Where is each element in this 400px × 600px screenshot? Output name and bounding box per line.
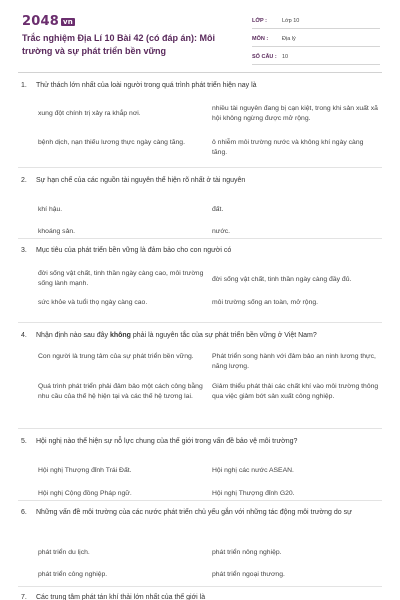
- meta-subject-value: Địa lý: [282, 36, 296, 42]
- option-c[interactable]: sức khỏe và tuổi thọ ngày càng cao.: [38, 298, 148, 306]
- question-separator: [18, 238, 382, 239]
- question-number: 1.: [21, 82, 27, 89]
- quiz-meta: [252, 14, 380, 68]
- question-number: 7.: [21, 594, 27, 600]
- question-7: [18, 593, 382, 600]
- option-b[interactable]: đời sống vật chất, tinh thần ngày càng đầy đủ.: [212, 275, 352, 283]
- option-d[interactable]: môi trường sống an toàn, mở rộng.: [212, 298, 319, 306]
- option-d[interactable]: nước.: [212, 227, 231, 235]
- logo-text: 2048: [22, 14, 59, 29]
- meta-count-value: 10: [282, 54, 289, 60]
- meta-subject-label: MÔN :: [252, 36, 269, 42]
- option-a[interactable]: Con người là trung tâm của sự phát triển bền vững.: [38, 352, 194, 360]
- question-text-emphasis: không: [109, 332, 131, 339]
- question-number: 2.: [21, 177, 27, 184]
- question-text: Những vấn đề môi trường của các nước phát triển chủ yếu gắn với những tác động môi trường do sự: [36, 509, 352, 516]
- option-b[interactable]: đất.: [212, 205, 224, 213]
- question-number: 3.: [21, 247, 27, 254]
- option-b[interactable]: Hội nghị các nước ASEAN.: [212, 466, 294, 474]
- question-3: [18, 246, 382, 306]
- option-b[interactable]: nhiều tài nguyên đang bị cạn kiệt, trong khi sản xuất xã hội không ngừng được mở rộng.: [212, 104, 378, 122]
- question-5: [18, 437, 382, 497]
- question-1: [18, 81, 382, 156]
- meta-subject-row: [252, 32, 380, 47]
- question-text-part: phải là nguyên tắc của sự phát triển bền vững ở Việt Nam?: [130, 332, 317, 339]
- question-2: [18, 176, 382, 235]
- question-text: Thử thách lớn nhất của loài người trong quá trình phát triển hiện nay là: [36, 82, 257, 89]
- option-d[interactable]: phát triển ngoại thương.: [212, 570, 285, 578]
- meta-class-row: [252, 14, 380, 29]
- option-a[interactable]: khí hậu.: [38, 205, 63, 213]
- question-number: 6.: [21, 509, 27, 516]
- meta-class-value: Lớp 10: [282, 18, 300, 24]
- option-b[interactable]: Phát triển song hành với đảm bảo an ninh lương thực, năng lượng.: [212, 352, 376, 370]
- option-c[interactable]: Quá trình phát triển phải đảm bảo một cách công bằng nhu cầu của thế hệ hiện tại và các thế hệ tương lai.: [38, 382, 203, 400]
- document-header: [0, 0, 400, 70]
- question-separator: [18, 586, 382, 587]
- meta-count-row: [252, 50, 380, 65]
- header-divider: [18, 72, 382, 73]
- option-d[interactable]: Giảm thiểu phát thải các chất khí vào môi trường thông qua việc giảm bớt sản xuất công nghiệp.: [212, 382, 379, 400]
- option-a[interactable]: phát triển du lịch.: [38, 548, 90, 556]
- option-d[interactable]: Hội nghị Thượng đỉnh G20.: [212, 489, 295, 497]
- question-text: Hội nghị nào thể hiện sự nỗ lực chung của thế giới trong vấn đề bảo vệ môi trường?: [36, 438, 298, 445]
- option-d[interactable]: ô nhiễm môi trường nước và không khí ngày càng tăng.: [212, 138, 364, 156]
- question-separator: [18, 500, 382, 501]
- question-number: 4.: [21, 332, 27, 339]
- question-separator: [18, 167, 382, 168]
- option-a[interactable]: xung đột chính trị xảy ra khắp nơi.: [38, 109, 141, 117]
- page-title: Trắc nghiệm Địa Lí 10 Bài 42 (có đáp án): Môi trường và sự phát triển bền vững: [22, 33, 216, 56]
- logo-suffix: vn: [62, 18, 73, 26]
- option-c[interactable]: Hội nghị Cộng đồng Pháp ngữ.: [38, 489, 132, 497]
- option-b[interactable]: phát triển nông nghiệp.: [212, 548, 282, 556]
- meta-count-label: SỐ CÂU :: [252, 54, 277, 60]
- question-text: Các trung tâm phát tán khí thải lớn nhất của thế giới là: [36, 594, 206, 600]
- option-a[interactable]: Hội nghị Thượng đỉnh Trái Đất.: [38, 466, 132, 474]
- question-separator: [18, 428, 382, 429]
- option-c[interactable]: phát triển công nghiệp.: [38, 570, 108, 578]
- question-text: Mục tiêu của phát triển bền vững là đảm bảo cho con người có: [36, 247, 232, 254]
- option-c[interactable]: khoáng sản.: [38, 227, 76, 235]
- question-6: [18, 508, 382, 578]
- option-a[interactable]: đời sống vật chất, tinh thần ngày càng cao, môi trường sống lành mạnh.: [38, 269, 204, 287]
- site-logo[interactable]: [22, 14, 75, 29]
- option-c[interactable]: bệnh dịch, nạn thiếu lương thực ngày càng tăng.: [38, 138, 185, 146]
- question-text-part: Nhận định nào sau đây: [36, 332, 110, 339]
- question-text: [36, 331, 382, 342]
- question-text: Sự hạn chế của các nguồn tài nguyên thể hiện rõ nhất ở tài nguyên: [36, 177, 246, 184]
- question-number: 5.: [21, 438, 27, 445]
- question-4: [18, 331, 382, 400]
- question-separator: [18, 322, 382, 323]
- meta-class-label: LỚP :: [252, 18, 267, 24]
